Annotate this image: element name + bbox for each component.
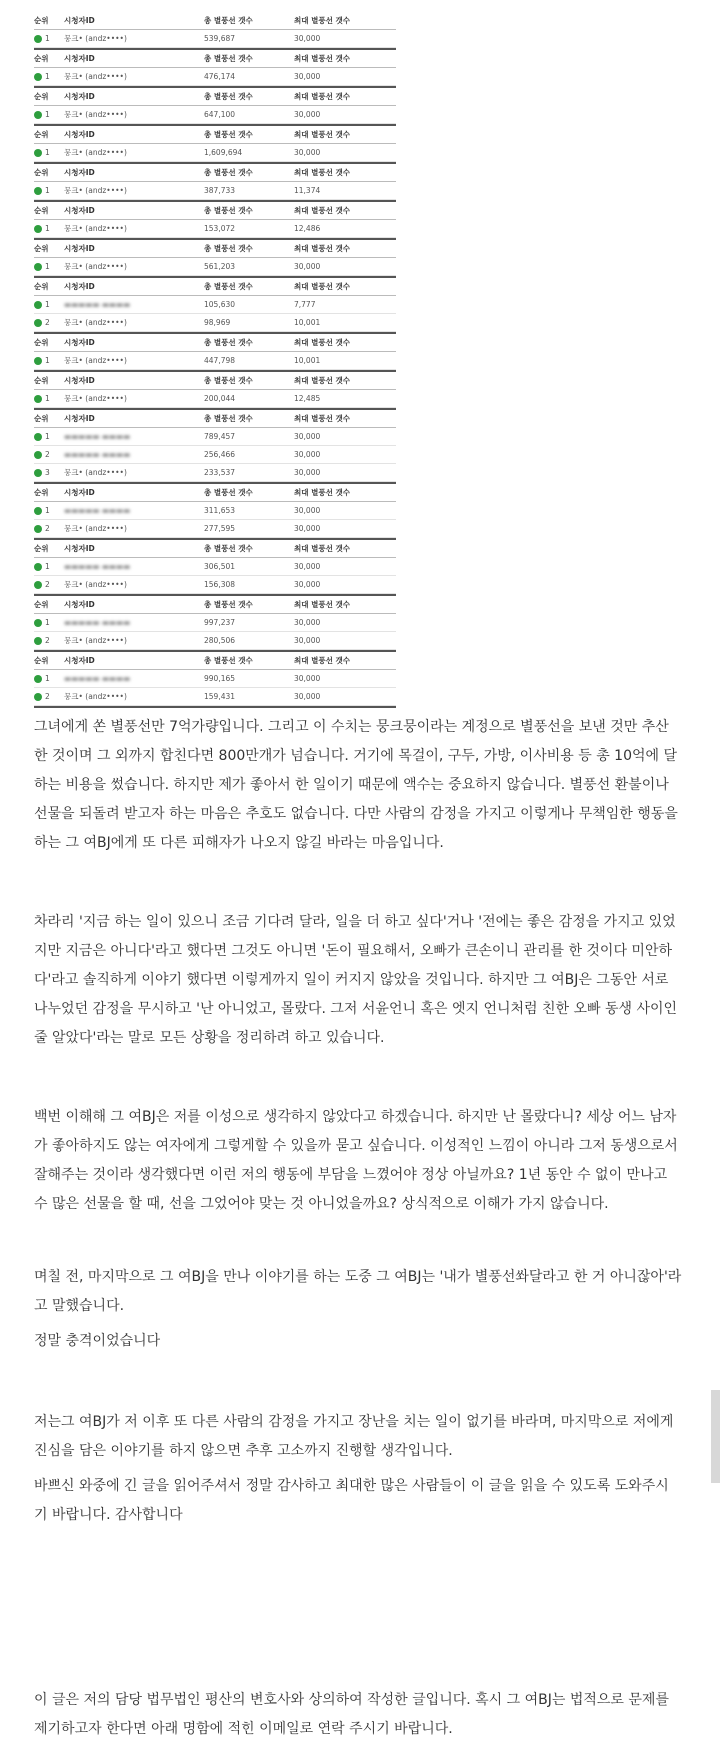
header-rank: 순위 bbox=[34, 414, 49, 423]
max-balloons-cell: 30,000 bbox=[294, 506, 321, 515]
rank-number: 1 bbox=[45, 186, 50, 195]
header-viewer-id: 시청자ID bbox=[64, 488, 95, 497]
header-rank: 순위 bbox=[34, 656, 49, 665]
header-rank: 순위 bbox=[34, 338, 49, 347]
rank-cell bbox=[34, 186, 64, 195]
rank-badge-icon bbox=[34, 187, 42, 195]
scrollbar-thumb[interactable] bbox=[711, 1390, 720, 1483]
table-row bbox=[34, 68, 396, 86]
header-viewer-id: 시청자ID bbox=[64, 414, 95, 423]
table-row bbox=[34, 258, 396, 276]
rank-cell bbox=[34, 506, 64, 515]
rank-badge-icon bbox=[34, 563, 42, 571]
article-p2: 차라리 '지금 하는 일이 있으니 조금 기다려 달라, 일을 더 하고 싶다'거나 '전에는 좋은 감정을 가지고 있었지만 지금은 아니다'라고 했다면 그것도 아니면 '돈이 필요해서, 오빠가 큰손이니 관리를 한 것이다 미안하다'라고 솔직하게 이야기 했다면 이렇게까지 일이 커지지 않았을 것입니다. 하지만 그 여BJ은 그동안 서로 나누었던 감정을 무시하고 '난 아니었고, 몰랐다. 그저 서윤언니 혹은 엣지 언니처럼 친한 오빠 동생 사이인줄 알았다'라는 말로 모든 상황을 정리하려 하고 있습니다. bbox=[34, 914, 678, 1046]
total-balloons-cell: 105,630 bbox=[204, 300, 236, 309]
table-header-row bbox=[34, 372, 396, 390]
table-header-row bbox=[34, 126, 396, 144]
max-balloons-cell: 30,000 bbox=[294, 636, 321, 645]
total-balloons-cell: 990,165 bbox=[204, 674, 236, 683]
header-total-balloons: 총 별풍선 갯수 bbox=[204, 488, 253, 497]
rank-badge-icon bbox=[34, 507, 42, 515]
header-max-balloons: 최대 별풍선 갯수 bbox=[294, 488, 350, 497]
table-header-row bbox=[34, 484, 396, 502]
header-total-balloons: 총 별풍선 갯수 bbox=[204, 244, 253, 253]
max-balloons-cell: 30,000 bbox=[294, 148, 321, 157]
table-row bbox=[34, 520, 396, 538]
ranking-table bbox=[34, 410, 396, 484]
header-total-balloons: 총 별풍선 갯수 bbox=[204, 338, 253, 347]
table-header-row bbox=[34, 88, 396, 106]
total-balloons-cell: 447,798 bbox=[204, 356, 236, 365]
header-viewer-id: 시청자ID bbox=[64, 244, 95, 253]
rank-number: 2 bbox=[45, 692, 50, 701]
rank-badge-icon bbox=[34, 693, 42, 701]
viewer-id-blurred: ▬▬▬▬▬ ▬▬▬▬ bbox=[64, 432, 131, 441]
viewer-id: 뭉크• (andz••••) bbox=[64, 356, 127, 365]
table-row bbox=[34, 352, 396, 370]
header-viewer-id: 시청자ID bbox=[64, 16, 95, 25]
header-rank: 순위 bbox=[34, 282, 49, 291]
max-balloons-cell: 30,000 bbox=[294, 580, 321, 589]
header-max-balloons: 최대 별풍선 갯수 bbox=[294, 206, 350, 215]
header-rank: 순위 bbox=[34, 544, 49, 553]
rank-number: 2 bbox=[45, 318, 50, 327]
viewer-id: 뭉크• (andz••••) bbox=[64, 224, 127, 233]
max-balloons-cell: 30,000 bbox=[294, 450, 321, 459]
ranking-table bbox=[34, 12, 396, 50]
rank-badge-icon bbox=[34, 581, 42, 589]
rank-number: 3 bbox=[45, 468, 50, 477]
header-max-balloons: 최대 별풍선 갯수 bbox=[294, 656, 350, 665]
rank-cell bbox=[34, 450, 64, 459]
rank-badge-icon bbox=[34, 225, 42, 233]
rank-badge-icon bbox=[34, 451, 42, 459]
rank-badge-icon bbox=[34, 395, 42, 403]
table-row bbox=[34, 30, 396, 48]
total-balloons-cell: 476,174 bbox=[204, 72, 236, 81]
rank-number: 1 bbox=[45, 300, 50, 309]
header-viewer-id: 시청자ID bbox=[64, 54, 95, 63]
table-header-row bbox=[34, 240, 396, 258]
max-balloons-cell: 30,000 bbox=[294, 34, 321, 43]
max-balloons-cell: 10,001 bbox=[294, 318, 321, 327]
ranking-table bbox=[34, 202, 396, 240]
rank-number: 2 bbox=[45, 636, 50, 645]
viewer-id-blurred: ▬▬▬▬▬ ▬▬▬▬ bbox=[64, 300, 131, 309]
total-balloons-cell: 997,237 bbox=[204, 618, 236, 627]
donation-ranking-tables bbox=[34, 12, 396, 708]
viewer-id: 뭉크• (andz••••) bbox=[64, 262, 127, 271]
viewer-id: 뭉크• (andz••••) bbox=[64, 186, 127, 195]
table-row bbox=[34, 296, 396, 314]
max-balloons-cell: 12,485 bbox=[294, 394, 321, 403]
rank-number: 1 bbox=[45, 72, 50, 81]
rank-cell bbox=[34, 148, 64, 157]
header-total-balloons: 총 별풍선 갯수 bbox=[204, 130, 253, 139]
header-rank: 순위 bbox=[34, 244, 49, 253]
header-viewer-id: 시청자ID bbox=[64, 130, 95, 139]
rank-badge-icon bbox=[34, 301, 42, 309]
header-max-balloons: 최대 별풍선 갯수 bbox=[294, 92, 350, 101]
header-total-balloons: 총 별풍선 갯수 bbox=[204, 600, 253, 609]
ranking-table bbox=[34, 334, 396, 372]
table-row bbox=[34, 428, 396, 446]
article-p1: 그녀에게 쏜 별풍선만 7억가량입니다. 그리고 이 수치는 뭉크뭉이라는 계정으로 별풍선을 보낸 것만 추산한 것이며 그 외까지 합친다면 800만개가 넘습니다. 거기에 목걸이, 구두, 가방, 이사비용 등 총 10억에 달하는 비용을 썼습니다. 하지만 제가 좋아서 한 일이기 때문에 액수는 중요하지 않습니다. 별풍선 환불이나 선물을 되돌려 받고자 하는 마음은 추호도 없습니다. 다만 사람의 감정을 가지고 이렇게나 무책임한 행동을 하는 그 여BJ에게 또 다른 피해자가 나오지 않길 바라는 마음입니다. bbox=[34, 719, 678, 851]
ranking-table bbox=[34, 540, 396, 596]
header-viewer-id: 시청자ID bbox=[64, 206, 95, 215]
article-p8: 이 글은 저의 담당 법무법인 평산의 변호사와 상의하여 작성한 글입니다. 혹시 그 여BJ는 법적으로 문제를 제기하고자 한다면 아래 명함에 적힌 이메일로 연락 주시기 바랍니다. bbox=[34, 1692, 669, 1737]
ranking-table bbox=[34, 240, 396, 278]
rank-number: 1 bbox=[45, 224, 50, 233]
header-max-balloons: 최대 별풍선 갯수 bbox=[294, 376, 350, 385]
header-total-balloons: 총 별풍선 갯수 bbox=[204, 544, 253, 553]
ranking-table bbox=[34, 50, 396, 88]
rank-badge-icon bbox=[34, 619, 42, 627]
header-viewer-id: 시청자ID bbox=[64, 282, 95, 291]
table-row bbox=[34, 688, 396, 706]
viewer-id-blurred: ▬▬▬▬▬ ▬▬▬▬ bbox=[64, 506, 131, 515]
header-viewer-id: 시청자ID bbox=[64, 656, 95, 665]
max-balloons-cell: 30,000 bbox=[294, 432, 321, 441]
header-max-balloons: 최대 별풍선 갯수 bbox=[294, 282, 350, 291]
rank-cell bbox=[34, 562, 64, 571]
table-row bbox=[34, 314, 396, 332]
total-balloons-cell: 153,072 bbox=[204, 224, 236, 233]
max-balloons-cell: 30,000 bbox=[294, 72, 321, 81]
table-header-row bbox=[34, 596, 396, 614]
rank-cell bbox=[34, 318, 64, 327]
rank-number: 1 bbox=[45, 34, 50, 43]
total-balloons-cell: 561,203 bbox=[204, 262, 236, 271]
rank-cell bbox=[34, 468, 64, 477]
table-row bbox=[34, 182, 396, 200]
header-max-balloons: 최대 별풍선 갯수 bbox=[294, 54, 350, 63]
header-total-balloons: 총 별풍선 갯수 bbox=[204, 414, 253, 423]
ranking-table bbox=[34, 372, 396, 410]
viewer-id-blurred: ▬▬▬▬▬ ▬▬▬▬ bbox=[64, 450, 131, 459]
rank-badge-icon bbox=[34, 637, 42, 645]
article-p4: 며칠 전, 마지막으로 그 여BJ을 만나 이야기를 하는 도중 그 여BJ는 '내가 별풍선쏴달라고 한 거 아니잖아'라고 말했습니다. bbox=[34, 1269, 682, 1314]
header-viewer-id: 시청자ID bbox=[64, 168, 95, 177]
total-balloons-cell: 311,653 bbox=[204, 506, 236, 515]
viewer-id-blurred: ▬▬▬▬▬ ▬▬▬▬ bbox=[64, 618, 131, 627]
header-viewer-id: 시청자ID bbox=[64, 600, 95, 609]
total-balloons-cell: 647,100 bbox=[204, 110, 236, 119]
header-total-balloons: 총 별풍선 갯수 bbox=[204, 206, 253, 215]
total-balloons-cell: 306,501 bbox=[204, 562, 236, 571]
total-balloons-cell: 1,609,694 bbox=[204, 148, 243, 157]
viewer-id-blurred: ▬▬▬▬▬ ▬▬▬▬ bbox=[64, 562, 131, 571]
table-header-row bbox=[34, 164, 396, 182]
article-p7: 바쁘신 와중에 긴 글을 읽어주셔서 정말 감사하고 최대한 많은 사람들이 이 글을 읽을 수 있도록 도와주시기 바랍니다. 감사합니다 bbox=[34, 1478, 669, 1523]
table-header-row bbox=[34, 202, 396, 220]
total-balloons-cell: 256,466 bbox=[204, 450, 236, 459]
header-total-balloons: 총 별풍선 갯수 bbox=[204, 92, 253, 101]
rank-badge-icon bbox=[34, 469, 42, 477]
total-balloons-cell: 200,044 bbox=[204, 394, 236, 403]
rank-cell bbox=[34, 34, 64, 43]
max-balloons-cell: 10,001 bbox=[294, 356, 321, 365]
header-rank: 순위 bbox=[34, 206, 49, 215]
header-total-balloons: 총 별풍선 갯수 bbox=[204, 282, 253, 291]
table-row bbox=[34, 558, 396, 576]
article-p3: 백번 이해해 그 여BJ은 저를 이성으로 생각하지 않았다고 하겠습니다. 하지만 난 몰랐다니? 세상 어느 남자가 좋아하지도 않는 여자에게 그렇게할 수 있을까 묻고 싶습니다. 이성적인 느낌이 아니라 그저 동생으로서 잘해주는 것이라 생각했다면 이런 저의 행동에 부담을 느꼈어야 정상 아닐까요? 1년 동안 수 없이 만나고 수 많은 선물을 할 때, 선을 그었어야 맞는 것 아니었을까요? 상식적으로 이해가 가지 않습니다. bbox=[34, 1109, 678, 1212]
rank-cell bbox=[34, 72, 64, 81]
rank-cell bbox=[34, 356, 64, 365]
header-total-balloons: 총 별풍선 갯수 bbox=[204, 656, 253, 665]
ranking-table bbox=[34, 88, 396, 126]
table-header-row bbox=[34, 334, 396, 352]
table-header-row bbox=[34, 278, 396, 296]
rank-badge-icon bbox=[34, 73, 42, 81]
header-rank: 순위 bbox=[34, 16, 49, 25]
article-p6: 저는그 여BJ가 저 이후 또 다른 사람의 감정을 가지고 장난을 치는 일이 없기를 바라며, 마지막으로 저에게 진심을 담은 이야기를 하지 않으면 추후 고소까지 진행할 생각입니다. bbox=[34, 1414, 674, 1459]
viewer-id: 뭉크• (andz••••) bbox=[64, 318, 127, 327]
header-total-balloons: 총 별풍선 갯수 bbox=[204, 16, 253, 25]
header-max-balloons: 최대 별풍선 갯수 bbox=[294, 414, 350, 423]
table-row bbox=[34, 220, 396, 238]
header-rank: 순위 bbox=[34, 488, 49, 497]
rank-number: 1 bbox=[45, 262, 50, 271]
ranking-table bbox=[34, 652, 396, 708]
header-total-balloons: 총 별풍선 갯수 bbox=[204, 54, 253, 63]
rank-cell bbox=[34, 224, 64, 233]
rank-number: 1 bbox=[45, 356, 50, 365]
rank-badge-icon bbox=[34, 433, 42, 441]
rank-badge-icon bbox=[34, 35, 42, 43]
header-max-balloons: 최대 별풍선 갯수 bbox=[294, 338, 350, 347]
rank-cell bbox=[34, 110, 64, 119]
max-balloons-cell: 30,000 bbox=[294, 618, 321, 627]
max-balloons-cell: 12,486 bbox=[294, 224, 321, 233]
max-balloons-cell: 30,000 bbox=[294, 110, 321, 119]
total-balloons-cell: 387,733 bbox=[204, 186, 236, 195]
rank-number: 2 bbox=[45, 580, 50, 589]
viewer-id: 뭉크• (andz••••) bbox=[64, 636, 127, 645]
total-balloons-cell: 233,537 bbox=[204, 468, 236, 477]
ranking-table bbox=[34, 164, 396, 202]
table-row bbox=[34, 614, 396, 632]
article-p5: 정말 충격이었습니다 bbox=[34, 1333, 161, 1349]
max-balloons-cell: 30,000 bbox=[294, 468, 321, 477]
rank-cell bbox=[34, 300, 64, 309]
table-header-row bbox=[34, 50, 396, 68]
header-rank: 순위 bbox=[34, 92, 49, 101]
max-balloons-cell: 30,000 bbox=[294, 562, 321, 571]
header-viewer-id: 시청자ID bbox=[64, 544, 95, 553]
rank-number: 1 bbox=[45, 432, 50, 441]
rank-cell bbox=[34, 692, 64, 701]
header-total-balloons: 총 별풍선 갯수 bbox=[204, 376, 253, 385]
table-row bbox=[34, 670, 396, 688]
rank-badge-icon bbox=[34, 263, 42, 271]
header-max-balloons: 최대 별풍선 갯수 bbox=[294, 244, 350, 253]
table-row bbox=[34, 632, 396, 650]
rank-cell bbox=[34, 394, 64, 403]
rank-number: 1 bbox=[45, 506, 50, 515]
viewer-id: 뭉크• (andz••••) bbox=[64, 394, 127, 403]
rank-badge-icon bbox=[34, 675, 42, 683]
header-rank: 순위 bbox=[34, 376, 49, 385]
header-rank: 순위 bbox=[34, 168, 49, 177]
table-row bbox=[34, 502, 396, 520]
max-balloons-cell: 11,374 bbox=[294, 186, 321, 195]
viewer-id: 뭉크• (andz••••) bbox=[64, 110, 127, 119]
rank-badge-icon bbox=[34, 525, 42, 533]
viewer-id: 뭉크• (andz••••) bbox=[64, 148, 127, 157]
viewer-id: 뭉크• (andz••••) bbox=[64, 580, 127, 589]
max-balloons-cell: 7,777 bbox=[294, 300, 316, 309]
header-max-balloons: 최대 별풍선 갯수 bbox=[294, 168, 350, 177]
ranking-table bbox=[34, 126, 396, 164]
table-row bbox=[34, 576, 396, 594]
header-viewer-id: 시청자ID bbox=[64, 92, 95, 101]
rank-cell bbox=[34, 674, 64, 683]
viewer-id: 뭉크• (andz••••) bbox=[64, 524, 127, 533]
rank-number: 1 bbox=[45, 618, 50, 627]
viewer-id: 뭉크• (andz••••) bbox=[64, 34, 127, 43]
rank-badge-icon bbox=[34, 357, 42, 365]
rank-cell bbox=[34, 432, 64, 441]
rank-badge-icon bbox=[34, 149, 42, 157]
header-total-balloons: 총 별풍선 갯수 bbox=[204, 168, 253, 177]
rank-number: 1 bbox=[45, 110, 50, 119]
rank-number: 1 bbox=[45, 394, 50, 403]
max-balloons-cell: 30,000 bbox=[294, 262, 321, 271]
viewer-id: 뭉크• (andz••••) bbox=[64, 72, 127, 81]
header-rank: 순위 bbox=[34, 54, 49, 63]
rank-cell bbox=[34, 636, 64, 645]
header-viewer-id: 시청자ID bbox=[64, 338, 95, 347]
rank-number: 1 bbox=[45, 148, 50, 157]
total-balloons-cell: 539,687 bbox=[204, 34, 236, 43]
rank-cell bbox=[34, 524, 64, 533]
rank-number: 2 bbox=[45, 450, 50, 459]
rank-badge-icon bbox=[34, 111, 42, 119]
header-max-balloons: 최대 별풍선 갯수 bbox=[294, 16, 350, 25]
table-header-row bbox=[34, 652, 396, 670]
total-balloons-cell: 159,431 bbox=[204, 692, 236, 701]
rank-number: 2 bbox=[45, 524, 50, 533]
max-balloons-cell: 30,000 bbox=[294, 692, 321, 701]
table-row bbox=[34, 390, 396, 408]
header-max-balloons: 최대 별풍선 갯수 bbox=[294, 130, 350, 139]
viewer-id: 뭉크• (andz••••) bbox=[64, 692, 127, 701]
table-header-row bbox=[34, 12, 396, 30]
ranking-table bbox=[34, 484, 396, 540]
header-rank: 순위 bbox=[34, 600, 49, 609]
table-row bbox=[34, 144, 396, 162]
header-rank: 순위 bbox=[34, 130, 49, 139]
table-header-row bbox=[34, 410, 396, 428]
rank-cell bbox=[34, 618, 64, 627]
table-header-row bbox=[34, 540, 396, 558]
viewer-id: 뭉크• (andz••••) bbox=[64, 468, 127, 477]
rank-cell bbox=[34, 262, 64, 271]
total-balloons-cell: 156,308 bbox=[204, 580, 236, 589]
ranking-table bbox=[34, 596, 396, 652]
header-max-balloons: 최대 별풍선 갯수 bbox=[294, 544, 350, 553]
rank-cell bbox=[34, 580, 64, 589]
header-viewer-id: 시청자ID bbox=[64, 376, 95, 385]
rank-number: 1 bbox=[45, 562, 50, 571]
total-balloons-cell: 98,969 bbox=[204, 318, 231, 327]
rank-badge-icon bbox=[34, 319, 42, 327]
table-row bbox=[34, 106, 396, 124]
table-row bbox=[34, 446, 396, 464]
max-balloons-cell: 30,000 bbox=[294, 524, 321, 533]
total-balloons-cell: 277,595 bbox=[204, 524, 236, 533]
table-row bbox=[34, 464, 396, 482]
total-balloons-cell: 789,457 bbox=[204, 432, 236, 441]
ranking-table bbox=[34, 278, 396, 334]
total-balloons-cell: 280,506 bbox=[204, 636, 236, 645]
rank-number: 1 bbox=[45, 674, 50, 683]
header-max-balloons: 최대 별풍선 갯수 bbox=[294, 600, 350, 609]
max-balloons-cell: 30,000 bbox=[294, 674, 321, 683]
viewer-id-blurred: ▬▬▬▬▬ ▬▬▬▬ bbox=[64, 674, 131, 683]
